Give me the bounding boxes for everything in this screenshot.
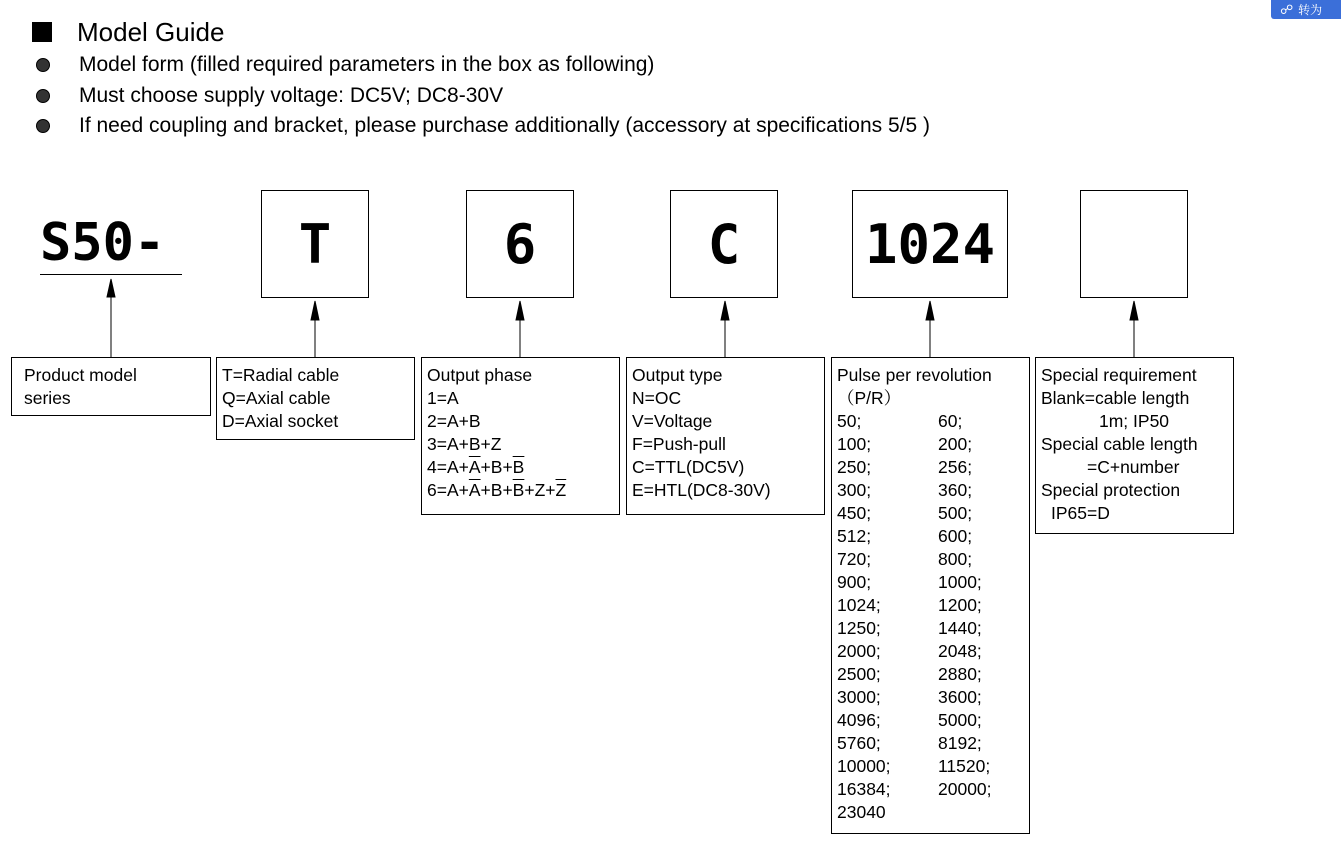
pulse-code-box: 1024	[852, 190, 1008, 298]
phase-code-box: 6	[466, 190, 574, 298]
pulse-value: 200;	[938, 434, 973, 454]
pulse-value: 4096;	[837, 710, 881, 730]
bullet-item	[36, 52, 654, 78]
pulse-value: 900;	[837, 572, 872, 592]
pulse-value: 3000;	[837, 687, 881, 707]
pulse-value: 300;	[837, 480, 872, 500]
pulse-value: 5760;	[837, 733, 881, 753]
pulse-value: 20000;	[938, 779, 992, 799]
cable-description: T=Radial cable Q=Axial cable D=Axial socket	[216, 357, 415, 440]
phase-description: Output phase 1=A 2=A+B 3=A+B+Z $4=A+\overline{A}+B+\overline{B}$ $6=A+\overline{A}+B+\overline{B}+Z+\overline{Z}$	[421, 357, 620, 515]
pulse-values-grid	[837, 410, 1023, 824]
round-bullet-icon	[36, 89, 50, 103]
pulse-value: 450;	[837, 503, 872, 523]
pulse-value: 2000;	[837, 641, 881, 661]
special-description: Special requirement Blank=cable length 1m; IP50 Special cable length =C+number Special protection IP65=D	[1035, 357, 1234, 534]
convert-button[interactable]	[1271, 0, 1341, 19]
bullet-item	[36, 83, 503, 109]
square-bullet-icon	[32, 22, 52, 42]
pulse-value: 23040	[837, 802, 886, 822]
phase-4-option: $4=A+\overline{A}+B+\overline{B}$	[427, 457, 525, 477]
bullet-item	[36, 113, 930, 139]
pulse-value: 250;	[837, 457, 872, 477]
pulse-value: 16384;	[837, 779, 891, 799]
pulse-value: 360;	[938, 480, 973, 500]
pulse-value: 512;	[837, 526, 872, 546]
round-bullet-icon	[36, 58, 50, 72]
link-icon: ☍	[1280, 1, 1294, 17]
pulse-value: 10000;	[837, 756, 891, 776]
pulse-value: 720;	[837, 549, 872, 569]
model-guide-heading	[32, 15, 224, 49]
convert-button-label: 转为	[1298, 3, 1323, 17]
pulse-value: 1200;	[938, 595, 982, 615]
pulse-value: 256;	[938, 457, 973, 477]
pulse-value: 800;	[938, 549, 973, 569]
bullet-text: Model form (filled required parameters in the box as following)	[79, 53, 655, 76]
pulse-value: 2880;	[938, 664, 982, 684]
page-title: Model Guide	[77, 16, 225, 47]
output-type-description: Output type N=OC V=Voltage F=Push-pull C=TTL(DC5V) E=HTL(DC8-30V)	[626, 357, 825, 515]
pulse-value: 1000;	[938, 572, 982, 592]
pulse-value: 8192;	[938, 733, 982, 753]
pulse-value: 50;	[837, 411, 862, 431]
cable-code-box: T	[261, 190, 369, 298]
round-bullet-icon	[36, 119, 50, 133]
pulse-value: 5000;	[938, 710, 982, 730]
pulse-value: 2500;	[837, 664, 881, 684]
pulse-value: 1440;	[938, 618, 982, 638]
pulse-value: 11520;	[938, 756, 991, 776]
bullet-text: Must choose supply voltage: DC5V; DC8-30V	[79, 84, 504, 107]
pulse-value: 1250;	[837, 618, 881, 638]
pulse-value: 500;	[938, 503, 973, 523]
series-description: Product model series	[11, 357, 211, 416]
pulse-value: 2048;	[938, 641, 982, 661]
pulse-value: 3600;	[938, 687, 982, 707]
pulse-value: 600;	[938, 526, 973, 546]
special-code-box	[1080, 190, 1188, 298]
pulse-value: 1024;	[837, 595, 881, 615]
pulse-description: Pulse per revolution （P/R） 50; 60; 100; 200; 250; 256; 300; 360; 450; 500; 512; 600; 720; 800; 900; 1000; 1024; 1200; 1250; 1440; 2000; 2048; 2500; 2880; 3000; 3600; 4096; 5000; 5760; 8192; 10000; 11520; 16384; 20000; 23040	[831, 357, 1030, 834]
model-prefix: S50-	[40, 213, 166, 273]
bullet-text: If need coupling and bracket, please purchase additionally (accessory at specifications 5/5 )	[79, 114, 930, 137]
pulse-value: 60;	[938, 411, 963, 431]
output-type-code-box: C	[670, 190, 778, 298]
phase-6-option: $6=A+\overline{A}+B+\overline{B}+Z+\overline{Z}$	[427, 480, 567, 500]
prefix-underline	[40, 274, 182, 275]
pulse-value: 100;	[837, 434, 872, 454]
